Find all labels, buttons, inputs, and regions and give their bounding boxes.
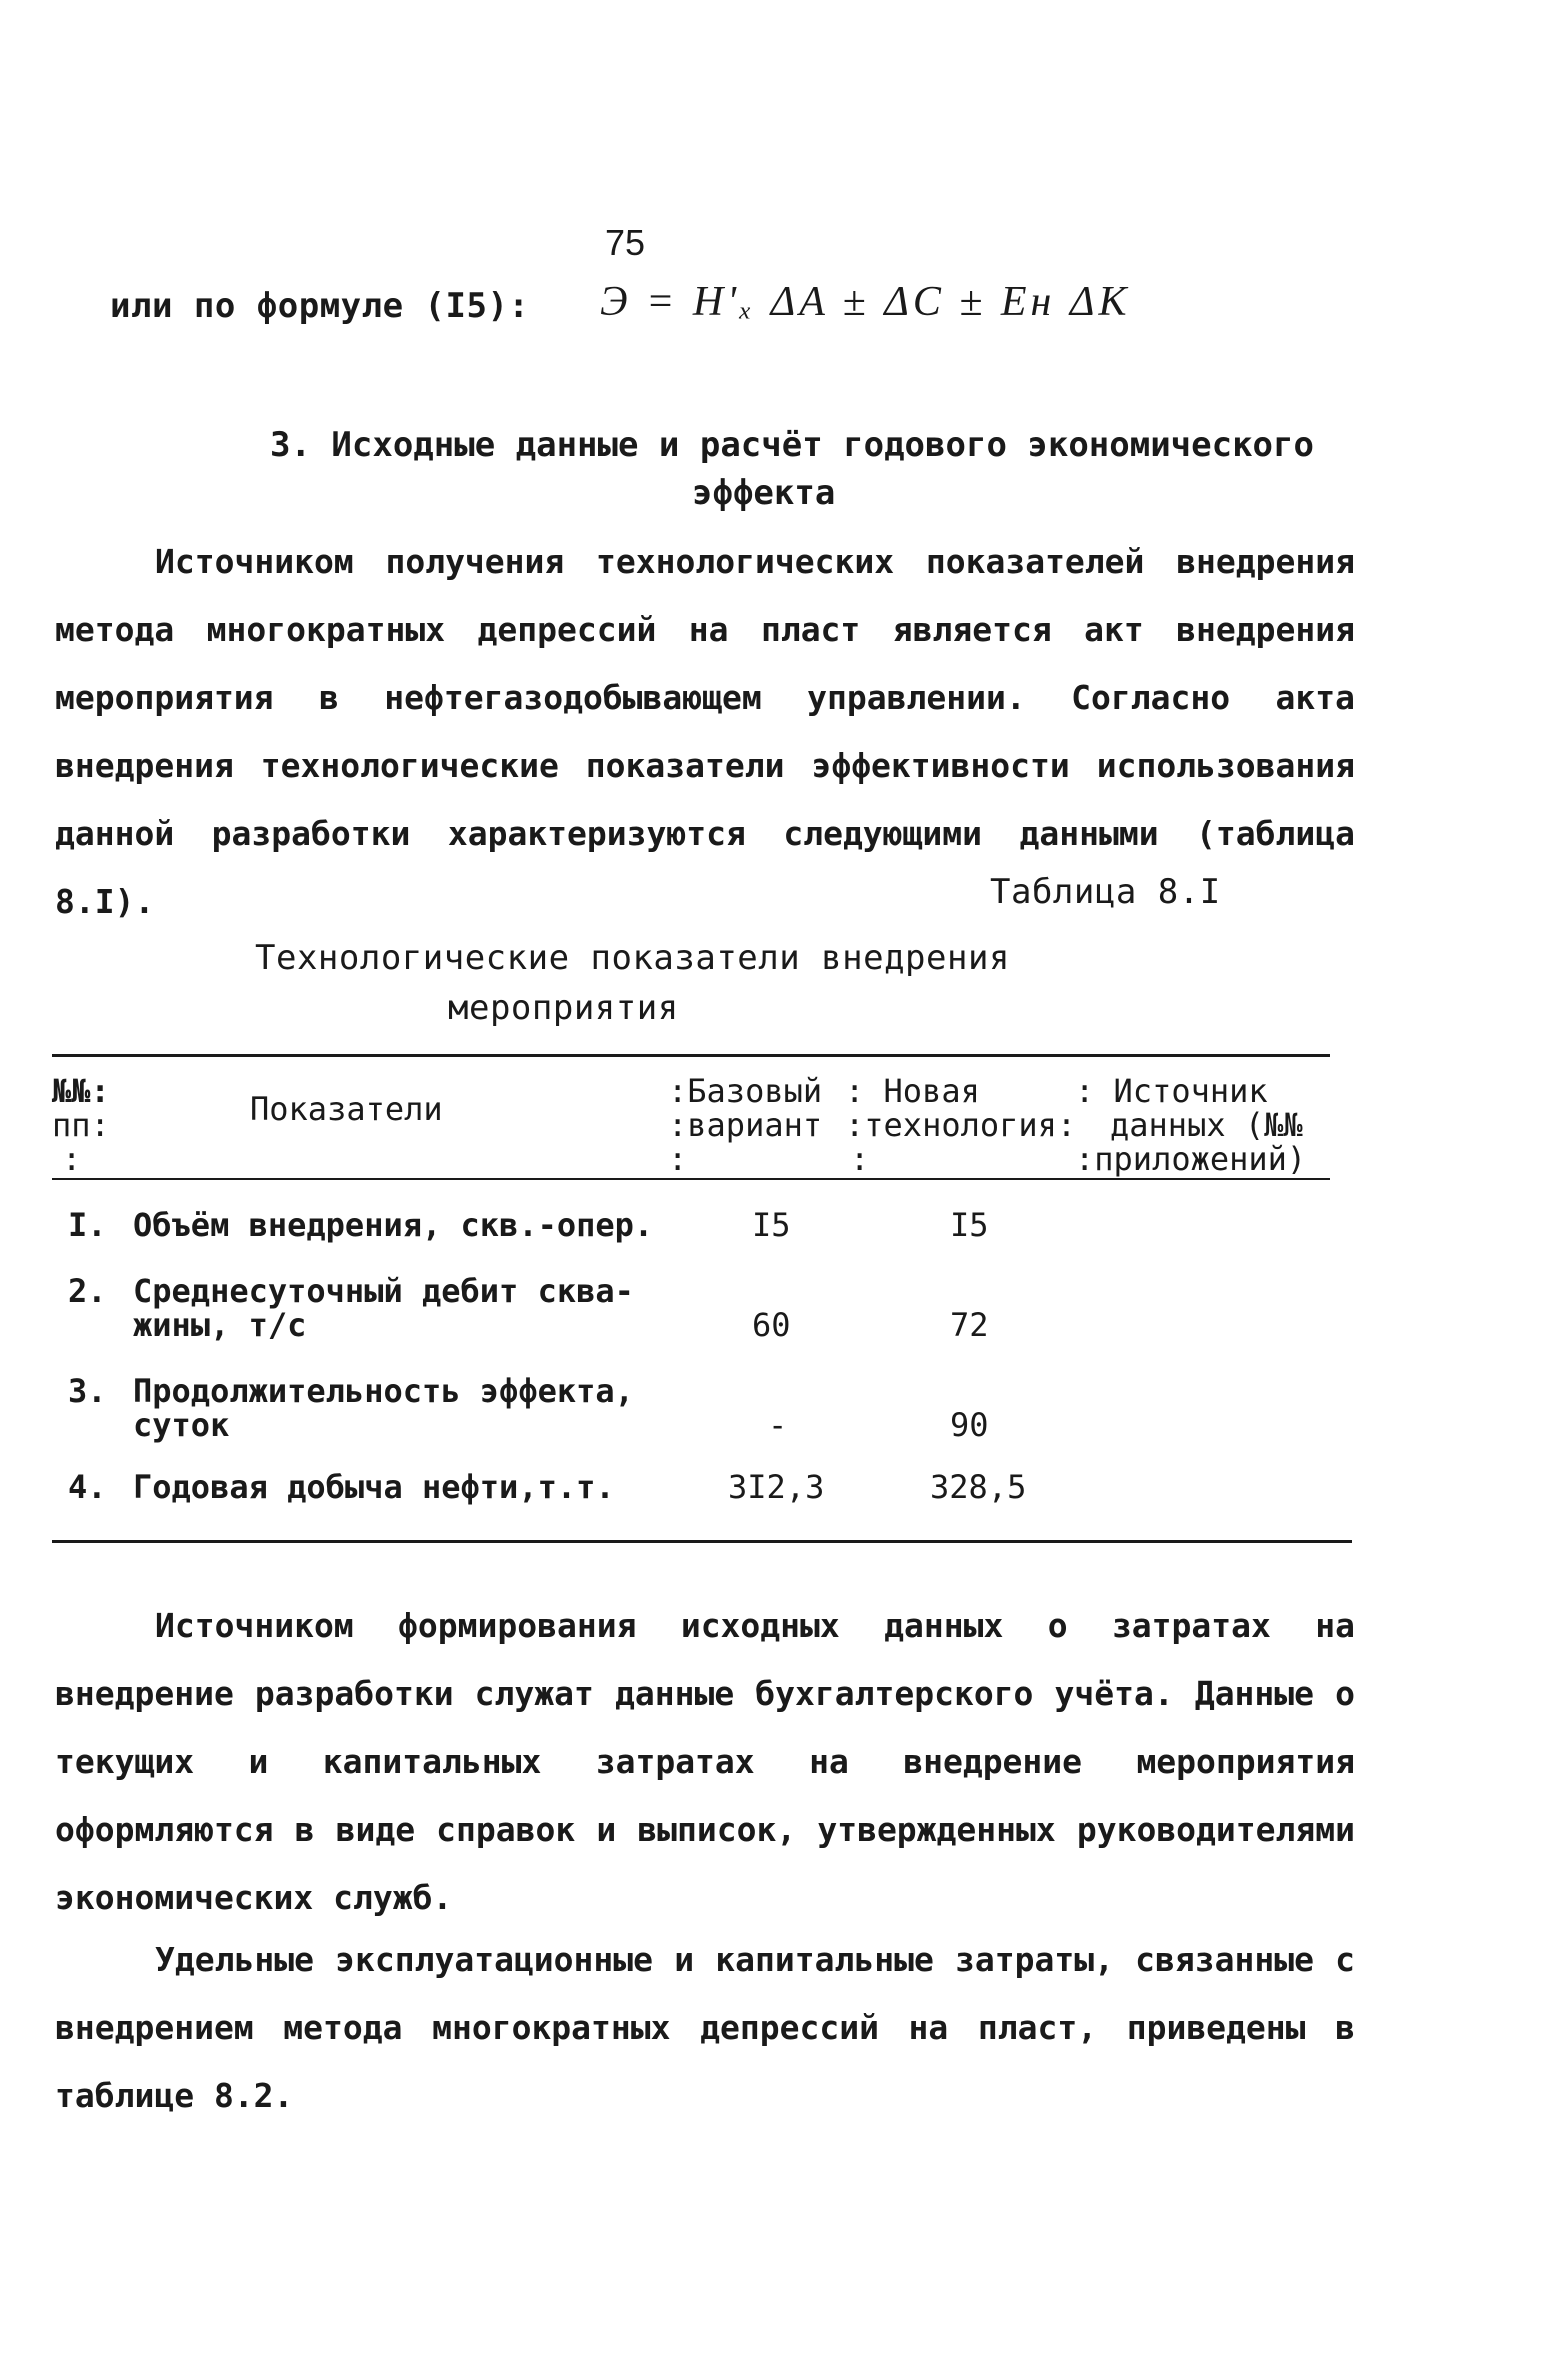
table-caption-line1: Технологические показатели внедрения — [255, 938, 1010, 978]
section-title-line1: 3. Исходные данные и расчёт годового экономического — [270, 425, 1314, 465]
row-new-value: 90 — [950, 1406, 989, 1444]
row-number: 3. — [68, 1372, 107, 1410]
row-indicator-cont: жины, т/с — [133, 1306, 307, 1344]
section-title-line2: эффекта — [692, 473, 836, 513]
table-bottom-rule — [52, 1540, 1352, 1543]
row-new-value: I5 — [950, 1206, 989, 1244]
table-label: Таблица 8.I — [990, 872, 1221, 912]
header-source-line2: данных (№№ — [1110, 1106, 1303, 1144]
header-source-line1: : Источник — [1075, 1072, 1268, 1110]
header-source-line3: :приложений) — [1075, 1140, 1307, 1178]
paragraph-costs — [55, 1926, 1355, 2130]
row-base-value: - — [768, 1406, 788, 1444]
paragraph-text: Удельные эксплуатационные и капитальные затраты, связанные с внедрением метода многократных депрессий на пласт, приведены в таблице 8.2. — [55, 1940, 1355, 2115]
row-base-value: 3I2,3 — [728, 1468, 825, 1506]
header-base-line1: :Базовый — [668, 1072, 823, 1110]
row-base-value: I5 — [752, 1206, 791, 1244]
header-num-line1: №№: — [52, 1072, 110, 1110]
row-indicator: Продолжительность эффекта, — [133, 1372, 634, 1410]
row-number: I. — [68, 1206, 107, 1244]
header-num-line3: : — [62, 1140, 82, 1178]
paragraph-text: Источником формирования исходных данных о затратах на внедрение разработки служат данные бухгалтерского учёта. Данные о текущих и капитальных затратах на внедрение мероприятия оформляются в виде справок и выписок, утвержденных руководителями экономических служб. — [55, 1606, 1355, 1917]
row-new-value: 328,5 — [930, 1468, 1027, 1506]
formula-intro: или по формуле (I5): — [110, 286, 530, 326]
header-new-line2: :технология: — [845, 1106, 1077, 1144]
table-header-rule — [52, 1178, 1330, 1180]
row-number: 4. — [68, 1468, 107, 1506]
row-new-value: 72 — [950, 1306, 989, 1344]
header-num-line2: пп: — [52, 1106, 110, 1144]
row-indicator-cont: суток — [133, 1406, 230, 1444]
row-number: 2. — [68, 1272, 107, 1310]
paragraph-text: Источником получения технологических показателей внедрения метода многократных депрессий на пласт является акт внедрения мероприятия в нефтегазодобывающем управлении. Согласно акта внедрения технологические показатели эффективности использования данной разработки характеризуются следующими данными (таблица 8.I). — [55, 542, 1355, 921]
paragraph-sources — [55, 1592, 1355, 1932]
row-base-value: 60 — [752, 1306, 791, 1344]
header-new-line1: : Новая — [845, 1072, 980, 1110]
header-base-line2: :вариант — [668, 1106, 823, 1144]
header-indicator: Показатели — [250, 1090, 443, 1128]
header-base-line3: : — [668, 1140, 688, 1178]
row-indicator: Годовая добыча нефти,т.т. — [133, 1468, 615, 1506]
row-indicator: Объём внедрения, скв.-опер. — [133, 1206, 654, 1244]
table-caption-line2: мероприятия — [448, 988, 679, 1028]
page-number: 75 — [605, 222, 646, 263]
formula-expression: Э = Н'ₓ ΔA ± ΔC ± Eн ΔK — [600, 279, 1131, 325]
row-indicator: Среднесуточный дебит сква- — [133, 1272, 634, 1310]
header-new-line3: : — [850, 1140, 870, 1178]
table-top-rule — [52, 1054, 1330, 1057]
